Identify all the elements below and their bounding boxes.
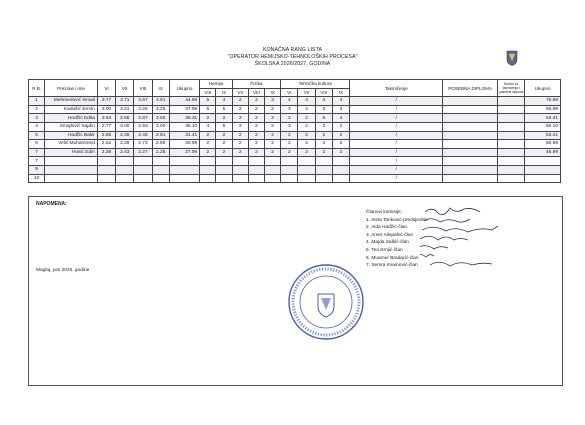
grade-cell — [97, 157, 115, 166]
diploma-cell — [443, 174, 498, 183]
commission-member: 1. Inela Tanković-predsjednik — [366, 217, 428, 223]
grade-cell: 2.29 — [116, 140, 134, 149]
physics-cell: 2 — [265, 122, 281, 131]
grade-cell: 2.43 — [116, 148, 134, 157]
signature-2 — [424, 219, 470, 222]
table-row — [29, 122, 561, 131]
physics-cell: 2 — [265, 148, 281, 157]
diploma-cell — [443, 122, 498, 131]
chemistry-cell: 5 — [216, 105, 232, 114]
technical-cell: 3 — [315, 105, 332, 114]
technical-cell — [298, 174, 315, 183]
grade-cell: 2.35 — [116, 131, 134, 140]
table-row — [29, 148, 561, 157]
commission-member: 6. Muamer Bradarić-član — [366, 255, 419, 261]
grade-cell: 2.46 — [134, 131, 152, 140]
technical-cell — [281, 157, 298, 166]
chemistry-cell — [216, 174, 232, 183]
total-cell: 45.99 — [525, 148, 561, 157]
bonus-cell — [498, 97, 525, 106]
physics-cell — [232, 157, 248, 166]
group-fizika: Fizika — [232, 80, 281, 89]
technical-cell: 2 — [281, 114, 298, 123]
total-cell — [525, 174, 561, 183]
name-cell: Husić Edin — [45, 148, 98, 157]
rank-cell: 9 — [29, 165, 45, 174]
technical-cell — [315, 174, 332, 183]
physics-cell: 2 — [248, 97, 264, 106]
technical-cell: 2 — [332, 140, 349, 149]
signature-3 — [422, 226, 498, 232]
points-cell: 37.98 — [169, 105, 199, 114]
chemistry-cell — [216, 165, 232, 174]
col-takmicenje: Takmičenje — [350, 80, 443, 97]
technical-cell — [315, 165, 332, 174]
table-row — [29, 157, 561, 166]
header-line2: "OPERATOR HEMIJSKO-TEHNOLOŠKIH PROCESA" — [227, 54, 358, 60]
physics-cell: 2 — [265, 131, 281, 140]
total-cell — [525, 165, 561, 174]
bonus-cell — [498, 105, 525, 114]
technical-cell: 2 — [298, 114, 315, 123]
technical-cell: 2 — [281, 131, 298, 140]
physics-cell: 2 — [232, 148, 248, 157]
technical-cell: 2 — [315, 122, 332, 131]
signature-1 — [425, 208, 480, 215]
technical-cell: 4 — [298, 97, 315, 106]
rank-cell: 6 — [29, 140, 45, 149]
bonus-cell — [498, 157, 525, 166]
grade-cell: 2.69 — [152, 140, 169, 149]
bonus-cell — [498, 131, 525, 140]
grade-cell — [97, 174, 115, 183]
name-cell: Kadušić Ermin — [45, 105, 98, 114]
chemistry-cell: 2 — [200, 148, 216, 157]
points-cell: 44.88 — [169, 97, 199, 106]
grade-cell: 3.21 — [116, 105, 134, 114]
technical-cell: 5 — [315, 114, 332, 123]
technical-cell: 2 — [298, 148, 315, 157]
col-ukupno: Ukupno — [169, 80, 199, 97]
points-cell — [169, 165, 199, 174]
col-ukupno-total: Ukupno — [525, 80, 561, 97]
technical-cell: 3 — [332, 105, 349, 114]
col-rb: R.B. — [29, 80, 45, 97]
grade-cell: 2.73 — [134, 140, 152, 149]
rank-cell: 7 — [29, 157, 45, 166]
group-hemija: Hemija — [200, 80, 232, 89]
grade-cell — [152, 165, 169, 174]
chemistry-cell: 4 — [216, 97, 232, 106]
total-cell: 65.98 — [525, 105, 561, 114]
commission-title: Članovi komisije: — [366, 210, 402, 215]
technical-cell: 2 — [281, 140, 298, 149]
name-cell: Hadžić Bakir — [45, 131, 98, 140]
bonus-cell — [498, 165, 525, 174]
competition-cell: / — [350, 105, 443, 114]
grade-cell — [134, 157, 152, 166]
sub-teh-vi: VI — [281, 88, 298, 97]
col-vi: VI — [97, 80, 115, 97]
name-cell — [45, 157, 98, 166]
sub-fiz-vii: VII — [232, 88, 248, 97]
technical-cell — [281, 165, 298, 174]
technical-cell — [281, 174, 298, 183]
col-viii: VIII — [134, 80, 152, 97]
total-cell: 76.88 — [525, 97, 561, 106]
sub-teh-ix: IX — [332, 88, 349, 97]
physics-cell: 2 — [248, 131, 264, 140]
commission-member: 4. Majda Salkić-član — [366, 240, 409, 246]
chemistry-cell: 2 — [200, 114, 216, 123]
col-ix: IX — [152, 80, 169, 97]
official-stamp — [286, 262, 366, 342]
notes-label: NAPOMENA: — [36, 201, 67, 207]
chemistry-cell — [216, 157, 232, 166]
signature-6 — [420, 254, 434, 257]
grade-cell: 3.00 — [152, 122, 169, 131]
total-cell — [525, 157, 561, 166]
chemistry-cell — [200, 165, 216, 174]
competition-cell: / — [350, 122, 443, 131]
header-line1: KONAČNA RANG LISTA — [262, 47, 323, 53]
physics-cell: 2 — [248, 114, 264, 123]
chemistry-cell: 4 — [200, 122, 216, 131]
chemistry-cell — [200, 174, 216, 183]
competition-cell: / — [350, 174, 443, 183]
col-name: Prezime i ime — [45, 80, 98, 97]
commission-member: 3. Amer Alispahić-član — [366, 232, 414, 238]
physics-cell — [265, 157, 281, 166]
grade-cell: 3.67 — [134, 97, 152, 106]
technical-cell: 4 — [315, 97, 332, 106]
physics-cell: 3 — [265, 97, 281, 106]
grade-cell: 3.77 — [97, 97, 115, 106]
physics-cell: 3 — [232, 105, 248, 114]
physics-cell: 3 — [232, 122, 248, 131]
grade-cell — [116, 165, 134, 174]
table-row — [29, 114, 561, 123]
technical-cell: 2 — [332, 122, 349, 131]
grade-cell: 2.87 — [134, 114, 152, 123]
grade-cell: 2.81 — [152, 131, 169, 140]
grade-cell — [134, 174, 152, 183]
physics-cell: 2 — [232, 131, 248, 140]
name-cell: Smajlović Sajdin — [45, 122, 98, 131]
technical-cell: 2 — [315, 131, 332, 140]
grade-cell — [116, 157, 134, 166]
total-cell: 53.41 — [525, 131, 561, 140]
physics-cell — [265, 165, 281, 174]
grade-cell: 3.00 — [97, 105, 115, 114]
rank-cell: 2 — [29, 105, 45, 114]
signatures — [420, 204, 550, 274]
rank-cell: 5 — [29, 131, 45, 140]
col-vii: VII — [116, 80, 134, 97]
grade-cell — [152, 157, 169, 166]
diploma-cell — [443, 105, 498, 114]
diploma-cell — [443, 131, 498, 140]
name-cell: Mehmedović Ismail — [45, 97, 98, 106]
competition-cell: / — [350, 97, 443, 106]
physics-cell: 2 — [248, 140, 264, 149]
grade-cell: 2.77 — [97, 122, 115, 131]
diploma-cell — [443, 157, 498, 166]
total-cell: 62.31 — [525, 114, 561, 123]
table-row — [29, 105, 561, 114]
technical-cell: 2 — [332, 148, 349, 157]
sub-hem-viii: VIII — [200, 88, 216, 97]
commission-member: 5. Tea Krnjić-član — [366, 247, 403, 253]
technical-cell: 2 — [298, 131, 315, 140]
table-row — [29, 174, 561, 183]
competition-cell: / — [350, 131, 443, 140]
bonus-cell — [498, 148, 525, 157]
diploma-cell — [443, 165, 498, 174]
commission-list — [366, 209, 428, 270]
sub-hem-ix: IX — [216, 88, 232, 97]
points-cell — [169, 174, 199, 183]
rank-cell: 1 — [29, 97, 45, 106]
grade-cell: 3.26 — [134, 105, 152, 114]
bonus-cell — [498, 114, 525, 123]
name-cell — [45, 165, 98, 174]
ranking-table — [28, 79, 561, 183]
chemistry-cell: 5 — [200, 105, 216, 114]
physics-cell — [265, 174, 281, 183]
physics-cell: 2 — [248, 105, 264, 114]
physics-cell — [248, 157, 264, 166]
grade-cell: 2.86 — [116, 114, 134, 123]
chemistry-cell — [200, 157, 216, 166]
table-row — [29, 165, 561, 174]
grade-cell: 3.50 — [152, 114, 169, 123]
chemistry-cell: 5 — [200, 97, 216, 106]
physics-cell: 2 — [248, 148, 264, 157]
grade-cell: 2.38 — [97, 148, 115, 157]
grade-cell — [97, 165, 115, 174]
grade-cell: 2.25 — [152, 148, 169, 157]
grade-cell — [116, 174, 134, 183]
grade-cell: 3.54 — [97, 114, 115, 123]
points-cell: 30.99 — [169, 140, 199, 149]
rank-cell: 10 — [29, 174, 45, 183]
signature-4 — [420, 236, 468, 240]
technical-cell — [298, 165, 315, 174]
physics-cell: 2 — [248, 122, 264, 131]
grade-cell: 2.93 — [134, 122, 152, 131]
sub-teh-vii: VII — [298, 88, 315, 97]
competition-cell: / — [350, 157, 443, 166]
sub-teh-viii: VIII — [315, 88, 332, 97]
physics-cell: 2 — [265, 105, 281, 114]
points-cell: 27.99 — [169, 148, 199, 157]
bonus-cell — [498, 174, 525, 183]
rank-cell: 4 — [29, 122, 45, 131]
physics-cell — [232, 174, 248, 183]
physics-cell: 3 — [232, 114, 248, 123]
col-posebna: POSEBNA DIPLOMA — [443, 80, 498, 97]
group-tehnicka: Tehnička kultura — [281, 80, 350, 89]
points-cell: 38.31 — [169, 114, 199, 123]
chemistry-cell: 2 — [200, 131, 216, 140]
technical-cell: 2 — [332, 131, 349, 140]
total-cell: 50.99 — [525, 140, 561, 149]
commission-member: 2. Aida Hadžić-član — [366, 225, 408, 231]
place-date: Maglaj, juni 2026. godine — [36, 268, 90, 273]
grade-cell: 2.62 — [97, 140, 115, 149]
physics-cell: 2 — [232, 97, 248, 106]
technical-cell: 2 — [298, 140, 315, 149]
header-line3: ŠKOLSKA 2026/2027. GODINA — [254, 61, 331, 67]
points-cell — [169, 157, 199, 166]
chemistry-cell: 2 — [216, 140, 232, 149]
technical-cell — [332, 174, 349, 183]
table-row — [29, 131, 561, 140]
competition-cell: / — [350, 148, 443, 157]
grade-cell: 3.61 — [152, 97, 169, 106]
physics-cell: 2 — [265, 114, 281, 123]
physics-cell — [232, 165, 248, 174]
technical-cell — [332, 157, 349, 166]
name-cell: Velić Muhammed — [45, 140, 98, 149]
chemistry-cell: 2 — [216, 131, 232, 140]
sub-fiz-ix: IX — [265, 88, 281, 97]
total-cell: 60.10 — [525, 122, 561, 131]
commission-member: 7. Semra Imamović-član — [366, 263, 418, 269]
diploma-cell — [443, 114, 498, 123]
technical-cell: 4 — [332, 97, 349, 106]
name-cell: Hodžić Edita — [45, 114, 98, 123]
col-bodovi: Bodovi za takmičenja i posebna diploma — [498, 80, 525, 97]
grade-cell — [152, 174, 169, 183]
physics-cell — [248, 174, 264, 183]
technical-cell: 3 — [281, 122, 298, 131]
points-cell: 35.10 — [169, 122, 199, 131]
technical-cell: 2 — [281, 148, 298, 157]
sub-fiz-viii: VIII — [248, 88, 264, 97]
chemistry-cell: 2 — [216, 114, 232, 123]
rank-cell: 3 — [29, 114, 45, 123]
physics-cell: 2 — [232, 140, 248, 149]
technical-cell: 2 — [298, 122, 315, 131]
technical-cell — [332, 165, 349, 174]
chemistry-cell: 2 — [200, 140, 216, 149]
chemistry-cell: 2 — [216, 148, 232, 157]
grade-cell — [134, 165, 152, 174]
grade-cell: 3.00 — [116, 122, 134, 131]
grade-cell: 3.71 — [116, 97, 134, 106]
signature-7 — [430, 262, 492, 266]
technical-cell — [315, 157, 332, 166]
school-crest-icon — [506, 50, 518, 66]
competition-cell: / — [350, 165, 443, 174]
technical-cell: 4 — [281, 97, 298, 106]
signature-5 — [420, 246, 448, 249]
technical-cell — [298, 157, 315, 166]
diploma-cell — [443, 148, 498, 157]
bonus-cell — [498, 140, 525, 149]
rank-cell: 7 — [29, 148, 45, 157]
grade-cell: 2.27 — [134, 148, 152, 157]
chemistry-cell: 5 — [216, 122, 232, 131]
technical-cell: 4 — [332, 114, 349, 123]
grade-cell: 2.85 — [97, 131, 115, 140]
points-cell: 31.41 — [169, 131, 199, 140]
table-row — [29, 140, 561, 149]
competition-cell: / — [350, 114, 443, 123]
grade-cell: 3.25 — [152, 105, 169, 114]
table-row — [29, 97, 561, 106]
diploma-cell — [443, 97, 498, 106]
technical-cell: 2 — [315, 148, 332, 157]
technical-cell: 2 — [298, 105, 315, 114]
technical-cell: 4 — [315, 140, 332, 149]
technical-cell: 3 — [281, 105, 298, 114]
diploma-cell — [443, 140, 498, 149]
name-cell — [45, 174, 98, 183]
physics-cell — [248, 165, 264, 174]
bonus-cell — [498, 122, 525, 131]
competition-cell: / — [350, 140, 443, 149]
physics-cell: 2 — [265, 140, 281, 149]
